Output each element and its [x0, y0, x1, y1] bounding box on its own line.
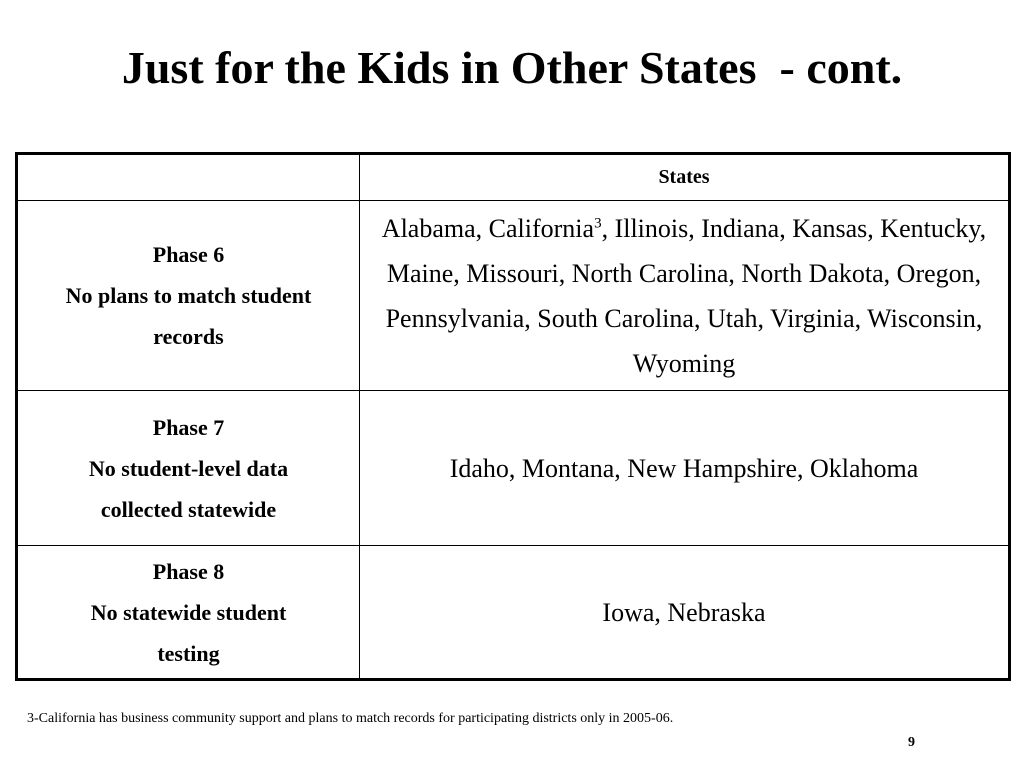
phase-label: Phase 6 — [152, 242, 225, 267]
phase-cell — [17, 391, 360, 546]
phase-description-line: testing — [157, 640, 220, 666]
phase-label: Phase 7 — [152, 414, 225, 440]
states-cell — [360, 201, 1010, 391]
states-text: Alabama, California — [381, 213, 595, 243]
page-number: 9 — [908, 735, 915, 750]
phase-cell — [17, 546, 360, 680]
footnote: 3-California has business community support and plans to match records for participating districts only in 2005-06. — [27, 711, 674, 726]
states-text-continued: , Illinois, Indiana, Kansas, Kentucky, Maine, Missouri, North Carolina, North Dakota, Oregon, Pennsylvania, South Carolina, Utah, Virginia, Wisconsin, Wyoming — [385, 213, 987, 378]
states-cell: Iowa, Nebraska — [360, 546, 1010, 680]
slide-title: Just for the Kids in Other States - cont. — [121, 42, 903, 93]
states-cell: Idaho, Montana, New Hampshire, Oklahoma — [360, 391, 1010, 546]
phase-description-line: records — [153, 324, 224, 349]
phase-label: Phase 8 — [152, 558, 225, 584]
table-row-phase-8 — [17, 546, 1010, 680]
table-header-row — [17, 154, 1010, 201]
header-cell-states: States — [360, 154, 1010, 201]
table-row-phase-7 — [17, 391, 1010, 546]
phase-description-line: collected statewide — [100, 496, 277, 522]
phase-description-line: No statewide student — [90, 599, 287, 625]
phase-description-line: No student-level data — [88, 455, 289, 481]
phase-cell — [17, 201, 360, 391]
table-row-phase-6 — [17, 201, 1010, 391]
footnote-marker: 3 — [594, 214, 602, 231]
phase-states-table — [15, 152, 1011, 681]
phase-description-line: No plans to match student — [65, 283, 312, 308]
header-cell-empty — [17, 154, 360, 201]
